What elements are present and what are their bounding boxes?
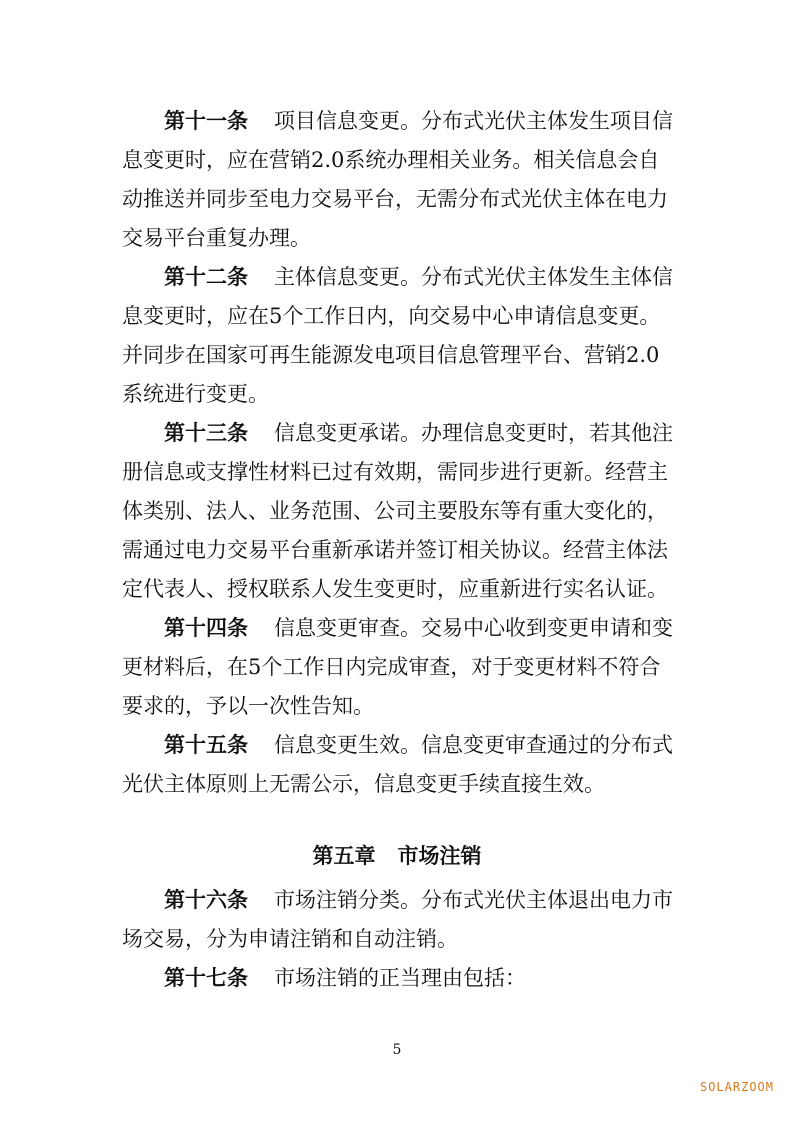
article-15-title: 第十五条: [164, 733, 248, 757]
article-15-text: 信息变更生效。信息变更审查通过的分布式: [274, 733, 673, 757]
chapter-number: 第五章: [312, 844, 376, 868]
article-14-title: 第十四条: [164, 616, 248, 640]
article-11-title: 第十一条: [164, 109, 248, 133]
article-11-line-2: 息变更时，应在营销2.0系统办理相关业务。相关信息会自: [122, 148, 660, 172]
article-16-line-1: [164, 890, 673, 911]
article-11-line-3: 动推送并同步至电力交易平台，无需分布式光伏主体在电力: [122, 187, 668, 211]
article-12-line-1: [164, 267, 673, 288]
article-13-text: 信息变更承诺。办理信息变更时，若其他注: [274, 421, 673, 445]
page-number: 5: [392, 1042, 402, 1058]
article-17-text: 市场注销的正当理由包括：: [274, 966, 526, 990]
article-12-text: 主体信息变更。分布式光伏主体发生主体信: [274, 265, 673, 289]
chapter-heading: [0, 846, 794, 867]
article-13-line-3: 体类别、法人、业务范围、公司主要股东等有重大变化的，: [122, 499, 668, 523]
article-13-title: 第十三条: [164, 421, 248, 445]
article-16-text: 市场注销分类。分布式光伏主体退出电力市: [274, 888, 673, 912]
article-17-line-1: [164, 968, 526, 989]
article-13-line-4: 需通过电力交易平台重新承诺并签订相关协议。经营主体法: [122, 538, 668, 562]
article-12-title: 第十二条: [164, 265, 248, 289]
article-11-line-1: [164, 111, 673, 132]
article-15-line-1: [164, 735, 673, 756]
article-15-line-2: 光伏主体原则上无需公示，信息变更手续直接生效。: [122, 772, 605, 796]
article-17-title: 第十七条: [164, 966, 248, 990]
article-14-line-3: 要求的，予以一次性告知。: [122, 694, 374, 718]
article-14-line-1: [164, 618, 673, 639]
article-16-line-2: 场交易，分为申请注销和自动注销。: [122, 927, 458, 951]
article-11-text: 项目信息变更。分布式光伏主体发生项目信: [274, 109, 673, 133]
article-12-line-2: 息变更时，应在5个工作日内，向交易中心申请信息变更。: [122, 304, 661, 328]
article-11-line-4: 交易平台重复办理。: [122, 226, 311, 250]
chapter-title: 市场注销: [397, 844, 482, 868]
article-12-line-3: 并同步在国家可再生能源发电项目信息管理平台、营销2.0: [122, 343, 660, 367]
article-16-title: 第十六条: [164, 888, 248, 912]
article-14-line-2: 更材料后，在5个工作日内完成审查，对于变更材料不符合: [122, 655, 661, 679]
article-12-line-4: 系统进行变更。: [122, 382, 269, 406]
article-13-line-1: [164, 423, 673, 444]
watermark-text: SOLARZOOM: [699, 1080, 774, 1094]
article-14-text: 信息变更审查。交易中心收到变更申请和变: [274, 616, 673, 640]
article-13-line-2: 册信息或支撑性材料已过有效期，需同步进行更新。经营主: [122, 460, 668, 484]
article-13-line-5: 定代表人、授权联系人发生变更时，应重新进行实名认证。: [122, 577, 668, 601]
